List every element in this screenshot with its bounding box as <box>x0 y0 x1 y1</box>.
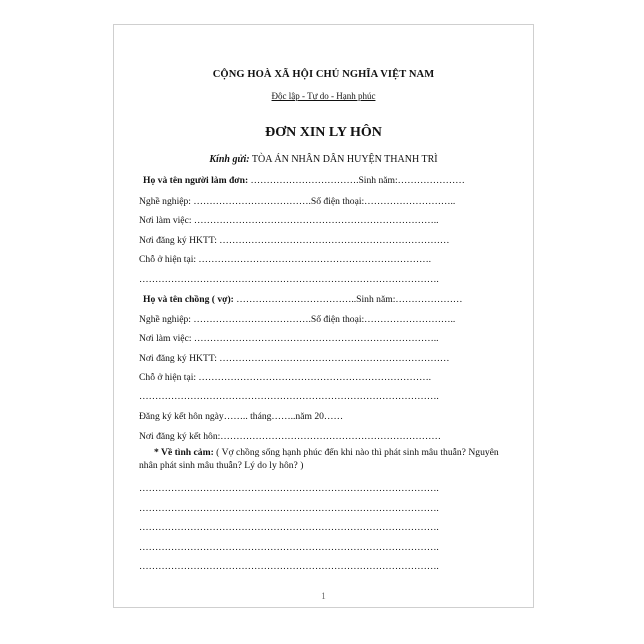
spouse-address-cont: …………………………………………………………………………………. <box>139 391 439 402</box>
applicant-address-cont: …………………………………………………………………………………. <box>139 274 439 285</box>
motto: Độc lập - Tự do - Hạnh phúc <box>271 91 376 101</box>
blank-line: …………………………………………………………………………………. <box>139 503 439 514</box>
applicant-name-line <box>143 175 465 186</box>
document-page <box>113 24 534 608</box>
page-number: 1 <box>321 591 326 601</box>
blank-line: …………………………………………………………………………………. <box>139 483 439 494</box>
spouse-hktt-line: Nơi đăng ký HKTT: ……………………………………………………………… <box>139 353 450 364</box>
spouse-address-line: Chỗ ở hiện tại: ………………………………………………………………. <box>139 372 432 383</box>
feelings-paragraph <box>139 446 519 472</box>
applicant-workplace-line: Nơi làm việc: ………………………………………………………………….. <box>139 215 439 226</box>
applicant-hktt-line: Nơi đăng ký HKTT: ……………………………………………………………… <box>139 235 450 246</box>
applicant-job-line: Nghề nghiệp: ……………………………….Số điện thoại:……………………….. <box>139 196 456 207</box>
blank-line: …………………………………………………………………………………. <box>139 542 439 553</box>
spouse-name-dots: ………………………………..Sinh năm:………………… <box>233 294 463 305</box>
spouse-job-line: Nghề nghiệp: ……………………………….Số điện thoại:……………………….. <box>139 314 456 325</box>
feelings-text: ( Vợ chồng sống hạnh phúc đến khi nào thì phát sinh mâu thuẫn? Nguyên nhân phát sinh mâu thuẫn? Lý do ly hôn? ) <box>139 447 499 471</box>
applicant-address-line: Chỗ ở hiện tại: ………………………………………………………………. <box>139 254 432 265</box>
blank-line: …………………………………………………………………………………. <box>139 522 439 533</box>
document-title: ĐƠN XIN LY HÔN <box>265 125 382 140</box>
recipient-label: Kính gửi: <box>209 154 250 165</box>
spouse-workplace-line: Nơi làm việc: ………………………………………………………………….. <box>139 333 439 344</box>
marriage-date-line: Đăng ký kết hôn ngày…….. tháng……..năm 20…… <box>139 411 344 422</box>
applicant-name-label: Họ và tên người làm đơn: <box>143 175 249 186</box>
spouse-name-line <box>143 294 463 305</box>
spouse-name-label: Họ và tên chồng ( vợ): <box>143 294 234 305</box>
feelings-label: * Về tình cảm: <box>154 447 214 458</box>
recipient-line <box>114 154 533 165</box>
nation-header: CỘNG HOÀ XÃ HỘI CHỦ NGHĨA VIỆT NAM <box>212 69 435 80</box>
blank-line: …………………………………………………………………………………. <box>139 561 439 572</box>
marriage-place-line: Nơi đăng ký kết hôn:…………………………………………………………… <box>139 431 441 442</box>
recipient-value: TÒA ÁN NHÂN DÂN HUYỆN THANH TRÌ <box>251 154 438 165</box>
applicant-name-dots: …………………………….Sinh năm:………………… <box>248 175 465 186</box>
